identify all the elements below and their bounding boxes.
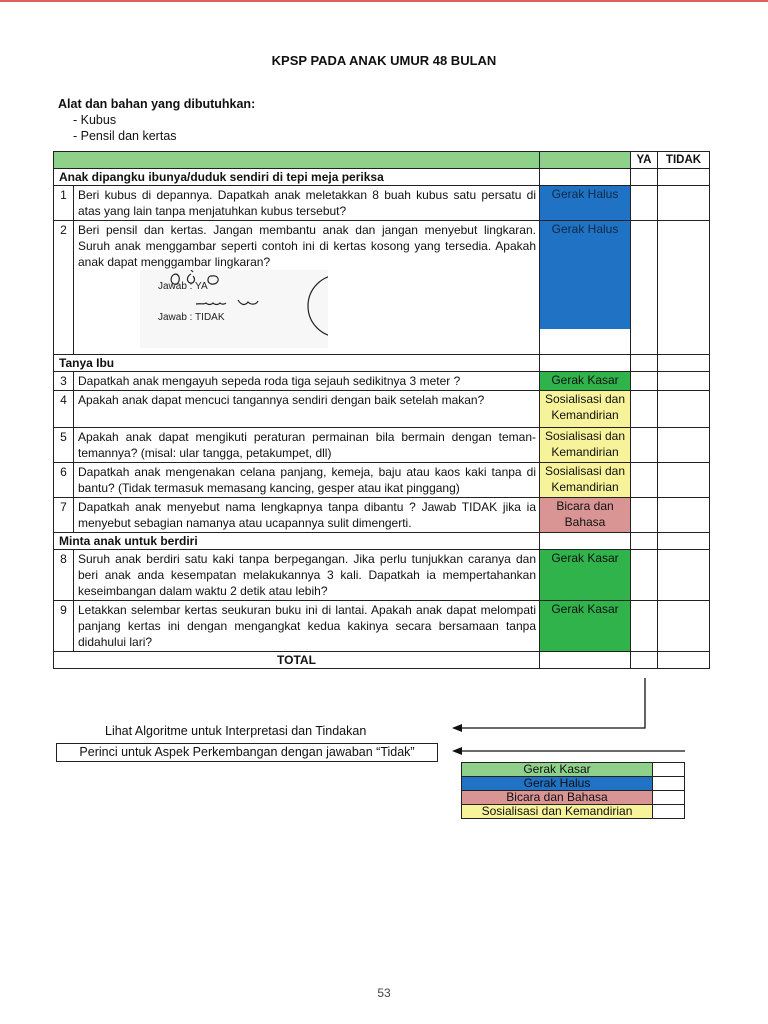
arrow-head-icon — [452, 724, 462, 732]
category-cell: Gerak Kasar — [540, 601, 631, 652]
question-text: Dapatkah anak mengayuh sepeda roda tiga sejauh sedikitnya 3 meter ? — [74, 372, 540, 391]
sample-label-no: Jawab : TIDAK — [158, 312, 225, 323]
row-number: 9 — [54, 601, 74, 652]
row-number: 7 — [54, 498, 74, 533]
row-number: 6 — [54, 463, 74, 498]
question-text: Beri pensil dan kertas. Jangan membantu anak dan jangan menyebut lingkaran. Suruh anak menggambar seperti contoh ini di kertas kosong yang tersedia. Apakah anak dapat menggambar lingkaran? — [78, 223, 536, 269]
arrow-head-icon — [452, 747, 462, 755]
legend-count-box[interactable] — [653, 777, 685, 791]
page-number: 53 — [377, 986, 391, 1000]
col-ya-header: YA — [631, 152, 658, 169]
legend-row — [462, 805, 685, 819]
row-number: 2 — [54, 221, 74, 355]
materials-item: - Pensil dan kertas — [73, 129, 177, 143]
col-tidak-header: TIDAK — [658, 152, 710, 169]
section-title: Tanya Ibu — [54, 355, 540, 372]
algorithm-note: Lihat Algoritme untuk Interpretasi dan Tindakan — [105, 724, 367, 738]
category-label: Gerak Halus — [540, 221, 630, 329]
category-legend — [461, 762, 685, 819]
question-text: Dapatkah anak menyebut nama lengkapnya tanpa dibantu ? Jawab TIDAK jika ia menyebut sebagian namanya atau ucapannya sulit dimengerti. — [74, 498, 540, 533]
legend-row — [462, 777, 685, 791]
question-text: Apakah anak dapat mencuci tangannya sendiri dengan baik setelah makan? — [74, 391, 540, 428]
category-cell: Gerak Kasar — [540, 550, 631, 601]
legend-sosialisasi: Sosialisasi dan Kemandirian — [462, 805, 653, 819]
question-text: Apakah anak dapat mengikuti peraturan permainan bila bermain dengan teman-temannya? (misal: ular tangga, petakumpet, dll) — [74, 428, 540, 463]
section-title: Minta anak untuk berdiri — [54, 533, 540, 550]
row-number: 4 — [54, 391, 74, 428]
materials-item: - Kubus — [73, 113, 117, 127]
sample-label-yes: Jawab : YA — [158, 281, 208, 292]
category-cell: Sosialisasi dan Kemandirian — [540, 391, 631, 428]
section-title: Anak dipangku ibunya/duduk sendiri di tepi meja periksa — [54, 169, 540, 186]
materials-heading: Alat dan bahan yang dibutuhkan: — [58, 97, 256, 111]
row-number: 5 — [54, 428, 74, 463]
category-cell: Sosialisasi dan Kemandirian — [540, 428, 631, 463]
legend-gerak-kasar: Gerak Kasar — [462, 763, 653, 777]
total-label: TOTAL — [54, 652, 540, 669]
question-text: Dapatkah anak mengenakan celana panjang, kemeja, baju atau kaos kaki tanpa di bantu? (Tidak termasuk memasang kancing, gesper atau ikat pinggang) — [74, 463, 540, 498]
category-cell: Gerak Kasar — [540, 372, 631, 391]
detail-note-box: Perinci untuk Aspek Perkembangan dengan jawaban “Tidak” — [56, 743, 438, 762]
question-text: Suruh anak berdiri satu kaki tanpa berpegangan. Jika perlu tunjukkan caranya dan beri anak anda kesempatan melakukannya 3 kali. Dapatkah ia mempertahankan keseimbangan dalam waktu 2 detik atau lebih? — [74, 550, 540, 601]
row-number: 3 — [54, 372, 74, 391]
page-title: KPSP PADA ANAK UMUR 48 BULAN — [271, 53, 497, 68]
question-text: Letakkan selembar kertas seukuran buku ini di lantai. Apakah anak dapat melompati panjang kertas ini dengan mengangkat kedua kakinya secara bersamaan tanpa didahului lari? — [74, 601, 540, 652]
legend-count-box[interactable] — [653, 763, 685, 777]
legend-row — [462, 763, 685, 777]
row-number: 1 — [54, 186, 74, 221]
legend-count-box[interactable] — [653, 791, 685, 805]
legend-gerak-halus: Gerak Halus — [462, 777, 653, 791]
category-cell: Gerak Halus — [540, 186, 631, 221]
question-text: Beri kubus di depannya. Dapatkah anak meletakkan 8 buah kubus satu persatu di atas yang lain tanpa menjatuhkan kubus tersebut? — [74, 186, 540, 221]
category-cell: Sosialisasi dan Kemandirian — [540, 463, 631, 498]
row-number: 8 — [54, 550, 74, 601]
legend-row — [462, 791, 685, 805]
legend-bicara-bahasa: Bicara dan Bahasa — [462, 791, 653, 805]
category-cell: Bicara dan Bahasa — [540, 498, 631, 533]
legend-count-box[interactable] — [653, 805, 685, 819]
